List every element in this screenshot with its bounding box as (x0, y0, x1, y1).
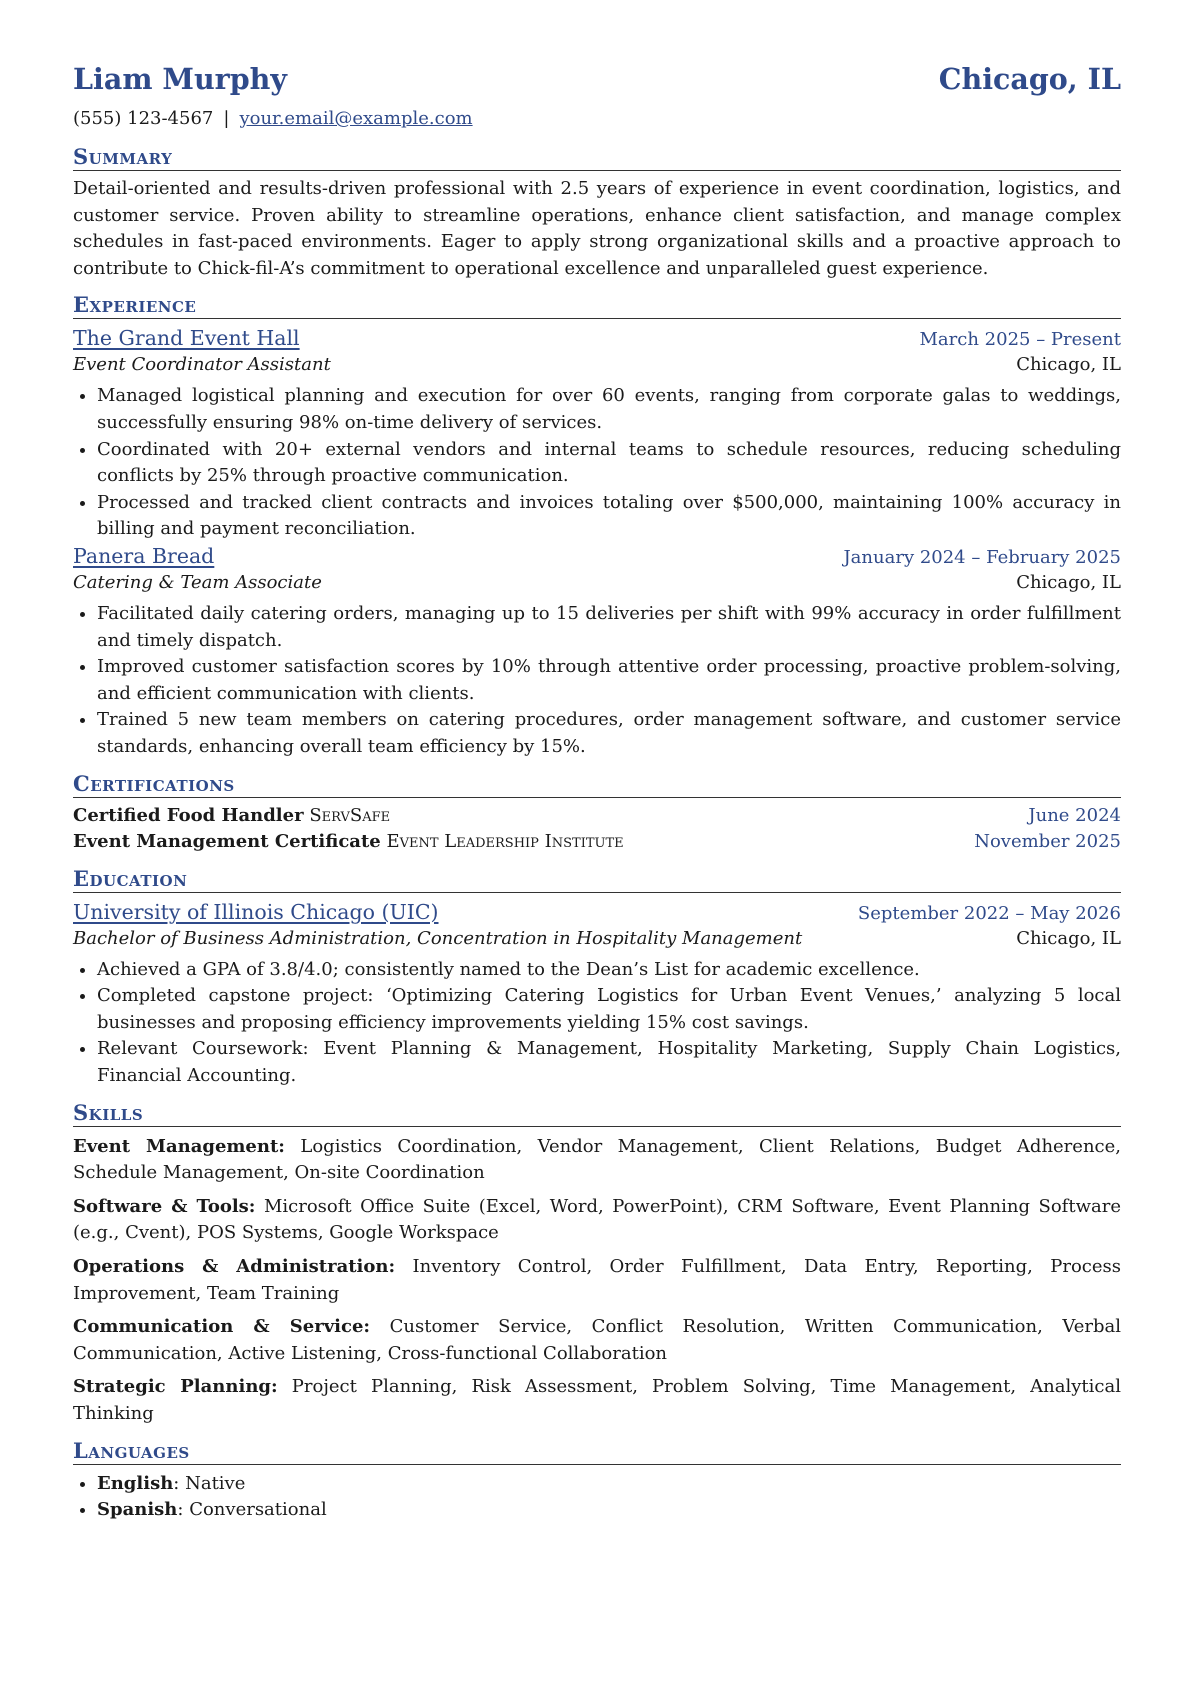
education-bullets (73, 957, 1121, 1090)
list-item: • Improved customer satisfaction scores by 10% through attentive order processing, proactive problem-solving, and efficient communication with clients. (97, 654, 1121, 707)
employer-name[interactable]: Panera Bread (73, 543, 215, 568)
skill-label: Event Management: (73, 1135, 285, 1157)
list-item: • Relevant Coursework: Event Planning & Management, Hospitality Marketing, Supply Chain Logistics, Financial Accounting. (97, 1036, 1121, 1089)
list-item: • Managed logistical planning and execution for over 60 events, ranging from corporate galas to weddings, successfully ensuring 98% on-time delivery of services. (97, 383, 1121, 436)
list-item (97, 1471, 1121, 1498)
school-name[interactable]: University of Illinois Chicago (UIC) (73, 899, 439, 924)
degree-title: Bachelor of Business Administration, Concentration in Hospitality Management (73, 927, 803, 949)
summary-text: Detail-oriented and results-driven professional with 2.5 years of experience in event coordination, logistics, and customer service. Proven ability to streamline operations, enhance client satisfaction, and manage complex schedules in fast-paced environments. Eager to apply strong organizational skills and a proactive approach to contribute to Chick-fil-A’s commitment to operational excellence and unparalleled guest experience. (73, 178, 1121, 279)
certification-row (73, 829, 1121, 856)
language-name: English (97, 1472, 174, 1494)
experience-bullets (73, 383, 1121, 543)
skill-label: Software & Tools: (73, 1195, 256, 1217)
experience-entry (73, 326, 1121, 543)
job-location: Chicago, IL (1016, 354, 1121, 376)
experience-entry (73, 544, 1121, 761)
skill-group (73, 1134, 1121, 1187)
language-name: Spanish (97, 1499, 178, 1521)
certification-issuer: ServSafe (309, 804, 391, 826)
list-item: • Trained 5 new team members on catering procedures, order management software, and customer service standards, enhancing overall team efficiency by 15%. (97, 707, 1121, 760)
section-title-skills: Skills (73, 1100, 1121, 1127)
job-location: Chicago, IL (1016, 571, 1121, 593)
skill-label: Strategic Planning: (73, 1376, 278, 1398)
certifications-section (73, 771, 1121, 856)
section-title-languages: Languages (73, 1438, 1121, 1465)
experience-section (73, 292, 1121, 760)
summary-section (73, 144, 1121, 282)
section-title-summary: Summary (73, 144, 1121, 171)
list-item: • Achieved a GPA of 3.8/4.0; consistently named to the Dean’s List for academic excellence. (97, 957, 1121, 984)
skill-text: Inventory Control, Order Fulfillment, Data Entry, Reporting, Process Improvement, Team Training (73, 1256, 1121, 1304)
certification-row (73, 803, 1121, 830)
list-item: • Completed capstone project: ‘Optimizing Catering Logistics for Urban Event Venues,’ analyzing 5 local businesses and proposing efficiency improvements yielding 15% cost savings. (97, 983, 1121, 1036)
email-link[interactable]: your.email@example.com (239, 108, 473, 129)
skill-label: Operations & Administration: (73, 1256, 396, 1278)
certification-date: November 2025 (974, 831, 1121, 853)
employment-dates: January 2024 – February 2025 (843, 546, 1121, 568)
candidate-location: Chicago, IL (938, 62, 1121, 96)
skill-group (73, 1194, 1121, 1247)
phone-number: (555) 123-4567 (73, 108, 214, 129)
list-item: • Processed and tracked client contracts and invoices totaling over $500,000, maintaining 100% accuracy in billing and payment reconciliation. (97, 490, 1121, 543)
contact-separator: | (223, 108, 230, 129)
list-item: • Coordinated with 20+ external vendors and internal teams to schedule resources, reducing scheduling conflicts by 25% through proactive communication. (97, 437, 1121, 490)
skill-text: Customer Service, Conflict Resolution, Written Communication, Verbal Communication, Active Listening, Cross-functional Collaboration (73, 1316, 1121, 1364)
job-title: Catering & Team Associate (73, 571, 322, 593)
section-title-experience: Experience (73, 292, 1121, 319)
list-item: • Facilitated daily catering orders, managing up to 15 deliveries per shift with 99% accuracy in order fulfillment and timely dispatch. (97, 601, 1121, 654)
school-location: Chicago, IL (1016, 927, 1121, 949)
language-level: : Conversational (177, 1499, 327, 1521)
employment-dates: March 2025 – Present (919, 329, 1121, 351)
list-item (97, 1497, 1121, 1524)
language-level: : Native (173, 1472, 246, 1494)
contact-line (73, 108, 1121, 134)
employer-name[interactable]: The Grand Event Hall (73, 326, 300, 351)
certification-date: June 2024 (1028, 804, 1121, 826)
resume-page (73, 62, 1121, 1524)
education-dates: September 2022 – May 2026 (857, 902, 1121, 924)
languages-list (73, 1471, 1121, 1524)
skill-text: Project Planning, Risk Assessment, Problem Solving, Time Management, Analytical Thinking (73, 1376, 1121, 1424)
certification-name: Event Management Certificate (73, 831, 381, 853)
skills-section (73, 1100, 1121, 1428)
skill-group (73, 1314, 1121, 1367)
experience-bullets (73, 601, 1121, 761)
resume-header (73, 62, 1121, 102)
languages-section (73, 1438, 1121, 1524)
skill-group (73, 1374, 1121, 1427)
education-section (73, 866, 1121, 1090)
skill-label: Communication & Service: (73, 1316, 371, 1338)
certification-name: Certified Food Handler (73, 804, 304, 826)
skill-group (73, 1254, 1121, 1307)
job-title: Event Coordinator Assistant (73, 354, 331, 376)
candidate-name: Liam Murphy (73, 62, 287, 96)
skill-text: Microsoft Office Suite (Excel, Word, PowerPoint), CRM Software, Event Planning Software (e.g., Cvent), POS Systems, Google Workspace (73, 1195, 1121, 1244)
skill-text: Logistics Coordination, Vendor Management, Client Relations, Budget Adherence, Schedule Management, On-site Coordination (73, 1135, 1121, 1184)
section-title-education: Education (73, 866, 1121, 893)
section-title-certifications: Certifications (73, 771, 1121, 798)
certification-issuer: Event Leadership Institute (386, 831, 624, 853)
